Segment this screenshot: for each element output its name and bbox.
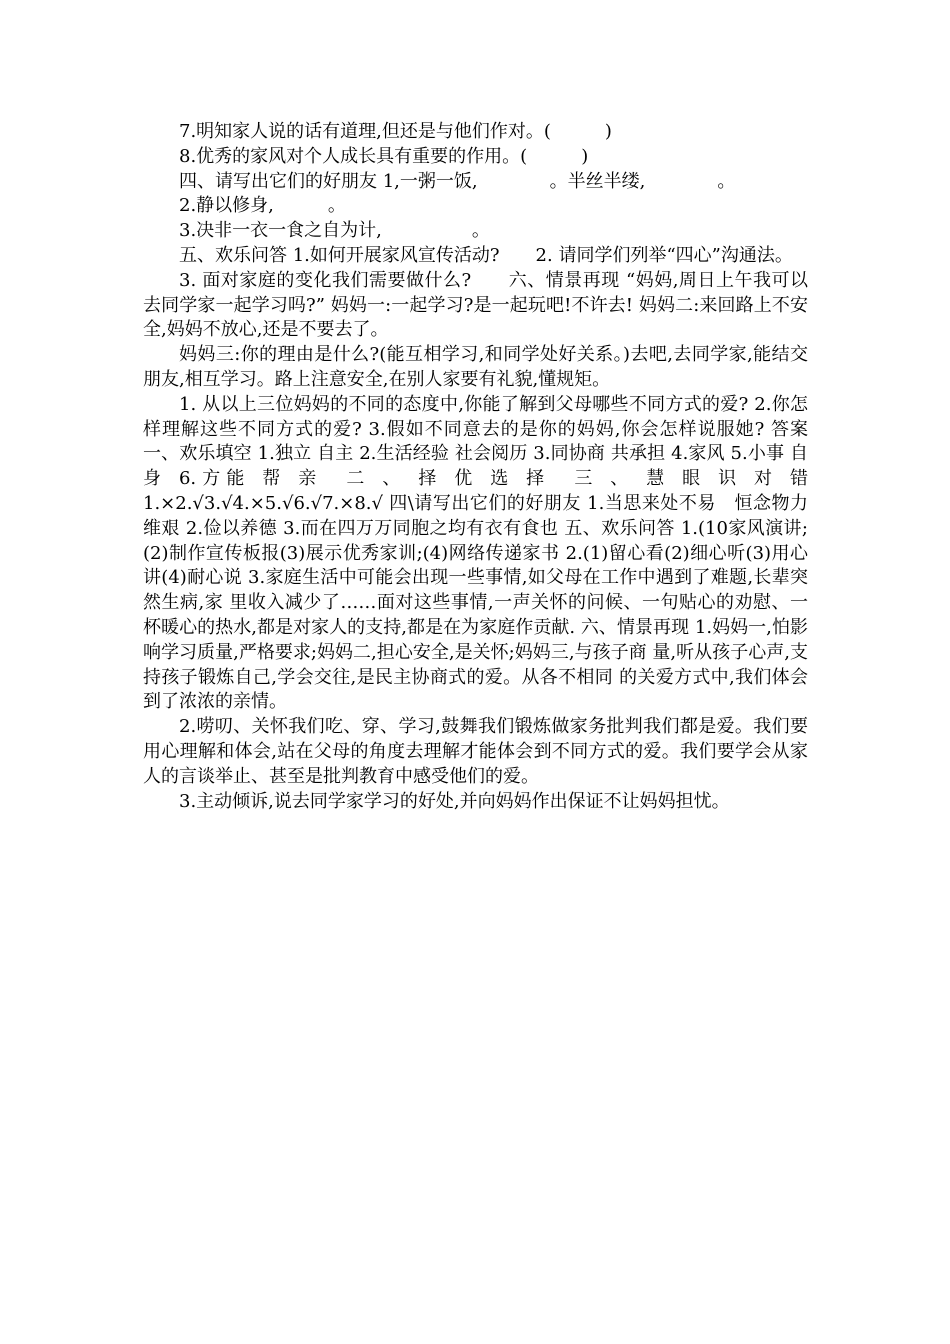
answer-3-paragraph: 3.主动倾诉,说去同学家学习的好处,并向妈妈作出保证不让妈妈担忧。 <box>179 790 730 812</box>
questions-and-answers: 1. 从以上三位妈妈的不同的态度中,你能了解到父母哪些不同方式的爱? 2.你怎样理解这些不同方式的爱? 3.假如不同意去的是你的妈妈,你会怎样说服她? 答案 一、欢乐填空 1.独立 自主 2.生活经验 社会阅历 3.同协商 共承担 4.家风 5.小事 自身 6.方能 帮 亲 二 、 择 优 选 择 三 、 慧 眼 识 对 错 1.×2.√3.√4.×5.√6.√7.×8.√ 四\请写出它们的好朋友 1.当思来处不易 恒念物力维艰 2.俭以养德 3.而在四万万同胞之均有衣有食也 五、欢乐问答 1.(10家风演讲;(2)制作宣传板报(3)展示优秀家训;(4)网络传递家书 2.(1)留心看(2)细心听(3)用心讲(4)耐心说 3.家庭生活中可能会出现一些事情,如父母在工作中遇到了难题,长辈突然生病,家 里收入减少了……面对这些事情,一声关怀的问候、一句贴心的劝慰、一杯暖心的热水,都是对家人的支持,都是在为家庭作贡献. 六、情景再现 1.妈妈一,怕影响学习质量,严格要求;妈妈二,担心安全,是关怀;妈妈三,与孩子商 量,听从孩子心声,支持孩子锻炼自己,学会交往,是民主协商式的爱。从各不相同 的关爱方式中,我们体会到了浓浓的亲情。 <box>143 393 808 713</box>
section-4-friends: 四、请写出它们的好朋友 1,一粥一饭, 。半丝半缕, 。 <box>179 170 736 192</box>
document-body <box>143 120 808 814</box>
question-7: 7.明知家人说的话有道理,但还是与他们作对。( ) <box>179 121 612 142</box>
section-4-item-3: 3.决非一衣一食之自为计, 。 <box>179 220 490 242</box>
answer-2-paragraph: 2.唠叨、关怀我们吃、穿、学习,鼓舞我们锻炼做家务批判我们都是爱。我们要用心理解和体会,站在父母的角度去理解才能体会到不同方式的爱。我们要学会从家人的言谈举止、甚至是批判教育中感受他们的爱。 <box>143 716 808 787</box>
question-8: 8.优秀的家风对个人成长具有重要的作用。( ) <box>179 145 589 167</box>
section-4-item-2: 2.静以修身, 。 <box>179 195 346 217</box>
section-5-qa: 五、欢乐问答 1.如何开展家风宣传活动? 2. 请同学们列举“四心”沟通法。 <box>179 244 793 266</box>
section-6-scenario: 3. 面对家庭的变化我们需要做什么? 六、情景再现 “妈妈,周日上午我可以去同学家一起学习吗?” 妈妈一:一起学习?是一起玩吧!不许去! 妈妈二:来回路上不安全,妈妈不放心,还是不要去了。 <box>143 269 808 341</box>
mother-three-paragraph: 妈妈三:你的理由是什么?(能互相学习,和同学处好关系。)去吧,去同学家,能结交朋友,相互学习。路上注意安全,在别人家要有礼貌,懂规矩。 <box>143 344 808 390</box>
